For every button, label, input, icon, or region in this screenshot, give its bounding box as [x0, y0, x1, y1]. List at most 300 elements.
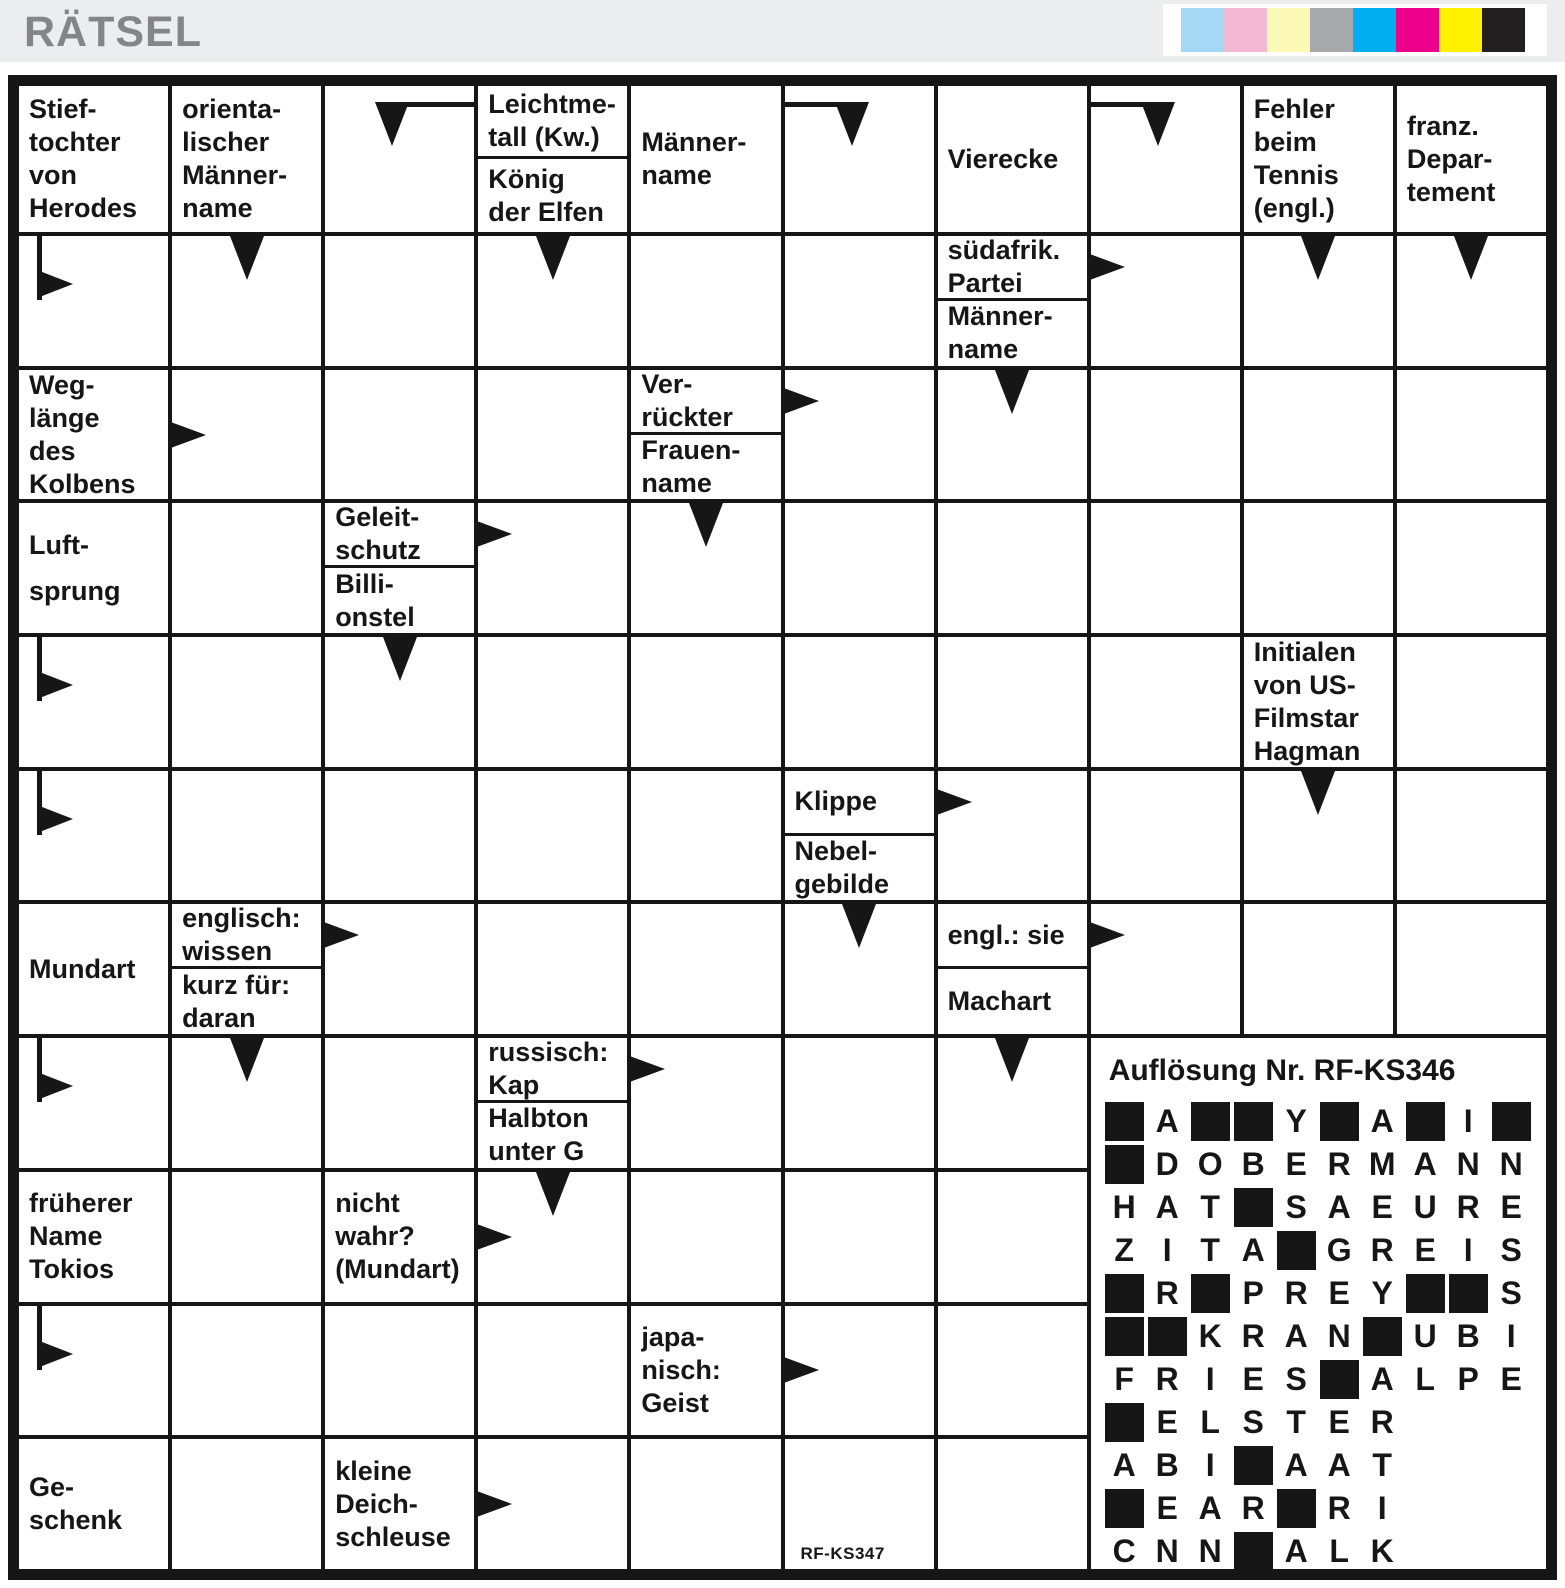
clue-line: des: [29, 435, 76, 466]
solution-letter: N: [1155, 1533, 1179, 1570]
clue-line: früherer: [29, 1188, 133, 1219]
answer-cell[interactable]: [936, 635, 1089, 769]
answer-cell[interactable]: [783, 1170, 936, 1304]
clue-line: Weg-: [29, 369, 95, 400]
clue-line: Herodes: [29, 193, 138, 223]
answer-cell[interactable]: [1089, 501, 1242, 635]
answer-cell[interactable]: [170, 1304, 323, 1438]
flag-right-arrow-icon: [37, 270, 73, 298]
answer-cell[interactable]: [170, 635, 323, 769]
clue-line: name: [182, 193, 253, 223]
answer-cell[interactable]: [323, 368, 476, 502]
answer-cell[interactable]: [936, 1304, 1089, 1438]
solution-block-cell: [1103, 1143, 1146, 1186]
answer-cell[interactable]: [1089, 635, 1242, 769]
clue-half-top: [325, 503, 474, 568]
clue-cell: [17, 501, 170, 635]
clue-line: franz.: [1406, 110, 1479, 141]
solution-block-cell: [1361, 1315, 1404, 1358]
solution-block-cell: [1189, 1272, 1232, 1315]
solution-letter: A: [1198, 1490, 1222, 1527]
solution-block: [1105, 1317, 1144, 1356]
answer-cell[interactable]: [17, 234, 170, 368]
solution-letter: N: [1456, 1146, 1480, 1183]
answer-cell[interactable]: [476, 1304, 629, 1438]
answer-cell[interactable]: [170, 769, 323, 903]
solution-block: [1105, 1489, 1144, 1528]
solution-block-cell: [1232, 1186, 1275, 1229]
solution-block-cell: [1232, 1444, 1275, 1487]
solution-block: [1277, 1231, 1316, 1270]
solution-block-cell: [1318, 1100, 1361, 1143]
arrow-down-icon: [375, 102, 409, 146]
clue-text: [19, 1439, 168, 1569]
solution-letter: F: [1114, 1361, 1134, 1398]
answer-cell[interactable]: [323, 84, 476, 234]
solution-block-cell: [1103, 1315, 1146, 1358]
answer-cell[interactable]: [936, 501, 1089, 635]
answer-cell[interactable]: [783, 234, 936, 368]
solution-letter: A: [1284, 1533, 1308, 1570]
clue-half-bottom: [631, 435, 780, 500]
clue-half-bottom: [172, 969, 321, 1034]
answer-cell[interactable]: [476, 769, 629, 903]
answer-cell[interactable]: [783, 501, 936, 635]
solution-letter: S: [1500, 1275, 1522, 1312]
clue-text: [325, 503, 474, 565]
solution-block: [1406, 1102, 1445, 1141]
color-swatch: [1181, 8, 1224, 52]
answer-cell[interactable]: [629, 902, 782, 1036]
solution-block: [1234, 1188, 1273, 1227]
answer-cell[interactable]: [323, 234, 476, 368]
color-swatch: [1353, 8, 1396, 52]
clue-half-top: [938, 236, 1087, 301]
clue-cell: [17, 1437, 170, 1571]
answer-cell[interactable]: [629, 769, 782, 903]
answer-cell[interactable]: [476, 902, 629, 1036]
clue-line: der Elfen: [488, 196, 604, 227]
solution-block-cell: [1103, 1401, 1146, 1444]
clue-line: (engl.): [1253, 193, 1335, 223]
answer-cell[interactable]: [1395, 769, 1548, 903]
solution-block-cell: [1275, 1229, 1318, 1272]
arrow-right-icon: [781, 1356, 819, 1384]
split-clue-cell: [323, 501, 476, 635]
clue-text: [19, 503, 168, 633]
clue-half-bottom: [785, 836, 934, 901]
clue-line: Männer-: [182, 160, 288, 190]
clue-half-top: [478, 86, 627, 159]
clue-line: länge: [29, 402, 100, 433]
solution-letter: T: [1372, 1447, 1392, 1484]
clue-text: [19, 86, 168, 232]
clue-half-top: [172, 904, 321, 969]
answer-cell[interactable]: [936, 368, 1089, 502]
solution-letter: Y: [1371, 1275, 1393, 1312]
solution-block-cell: [1189, 1100, 1232, 1143]
clue-text: [19, 370, 168, 500]
puzzle-code: RF-KS347: [800, 1543, 885, 1563]
clue-text: [172, 904, 321, 966]
clue-line: name: [641, 467, 712, 498]
solution-letter: T: [1286, 1404, 1306, 1441]
crossword-grid: [8, 75, 1557, 1580]
solution-letter: T: [1200, 1189, 1220, 1226]
arrow-right-icon: [321, 921, 359, 949]
arrow-down-icon: [1141, 102, 1175, 146]
clue-cell: [17, 368, 170, 502]
solution-letter: R: [1241, 1490, 1265, 1527]
answer-cell[interactable]: [936, 1170, 1089, 1304]
color-swatch: [1396, 8, 1439, 52]
solution-letter: I: [1162, 1232, 1172, 1269]
clue-line: beim: [1253, 127, 1317, 157]
answer-cell[interactable]: [783, 1036, 936, 1170]
answer-cell[interactable]: [170, 1437, 323, 1571]
arrow-down-icon: [1301, 771, 1335, 815]
clue-text: [325, 1439, 474, 1569]
clue-line: Halbton: [488, 1103, 589, 1134]
arrow-down-icon: [230, 1038, 264, 1082]
solution-block-cell: [1232, 1530, 1275, 1571]
clue-text: [938, 904, 1087, 966]
answer-cell[interactable]: [170, 501, 323, 635]
clue-line: nisch:: [641, 1354, 721, 1385]
solution-letter: A: [1155, 1103, 1179, 1140]
solution-letter: A: [1370, 1361, 1394, 1398]
clue-line: Initialen: [1253, 636, 1356, 667]
solution-letter: E: [1156, 1490, 1178, 1527]
solution-letter: L: [1200, 1404, 1220, 1441]
clue-half-bottom: [938, 969, 1087, 1034]
clue-line: unter G: [488, 1136, 585, 1167]
clue-text: [19, 904, 168, 1034]
clue-half-bottom: [478, 1103, 627, 1168]
solution-letter: R: [1155, 1361, 1179, 1398]
solution-block-cell: [1232, 1100, 1275, 1143]
answer-cell[interactable]: [1395, 368, 1548, 502]
clue-cell: [1242, 84, 1395, 234]
solution-block: [1234, 1532, 1273, 1571]
clue-line: Fehler: [1253, 94, 1335, 124]
clue-text: [478, 159, 627, 232]
split-clue-cell: [476, 84, 629, 234]
solution-letter: R: [1284, 1275, 1308, 1312]
answer-cell[interactable]: [170, 234, 323, 368]
solution-letter: C: [1112, 1533, 1136, 1570]
flag-right-arrow-icon: [37, 671, 73, 699]
answer-cell[interactable]: [783, 1437, 936, 1571]
arrow-right-icon: [1087, 253, 1125, 281]
clue-line: Kolbens: [29, 468, 136, 499]
clue-text: [172, 86, 321, 232]
clue-line: onstel: [335, 601, 415, 632]
arrow-down-icon: [842, 904, 876, 948]
answer-cell[interactable]: [17, 1304, 170, 1438]
solution-block: [1406, 1274, 1445, 1313]
solution-letter: R: [1456, 1189, 1480, 1226]
clue-line: Machart: [947, 986, 1052, 1017]
answer-cell[interactable]: [783, 635, 936, 769]
solution-letter: E: [1500, 1189, 1522, 1226]
solution-letter: P: [1242, 1275, 1264, 1312]
clue-line: japa-: [641, 1321, 705, 1352]
clue-line: Männer-: [947, 301, 1053, 332]
answer-cell[interactable]: [1242, 902, 1395, 1036]
clue-line: name: [947, 334, 1019, 365]
split-clue-cell: [936, 902, 1089, 1036]
arrow-down-icon: [995, 370, 1029, 414]
solution-letter: U: [1413, 1318, 1437, 1355]
solution-title: Auflösung Nr. RF-KS346: [1108, 1054, 1456, 1088]
split-clue-cell: [936, 234, 1089, 368]
solution-letter: R: [1241, 1318, 1265, 1355]
clue-line: Luft-: [29, 530, 89, 561]
solution-letter: Z: [1114, 1232, 1134, 1269]
solution-letter: E: [1285, 1146, 1307, 1183]
solution-block: [1148, 1317, 1187, 1356]
clue-text: [1397, 86, 1546, 232]
clue-line: tall (Kw.): [488, 122, 600, 152]
solution-block: [1105, 1102, 1144, 1141]
solution-grid: [1103, 1100, 1546, 1571]
solution-letter: I: [1463, 1232, 1473, 1269]
clue-line: kleine: [335, 1455, 412, 1486]
solution-letter: I: [1205, 1447, 1215, 1484]
solution-letter: I: [1377, 1490, 1387, 1527]
clue-line: Filmstar: [1253, 702, 1359, 733]
solution-block: [1492, 1102, 1531, 1141]
split-clue-cell: [783, 769, 936, 903]
answer-cell[interactable]: [323, 769, 476, 903]
arrow-right-icon: [474, 520, 512, 548]
clue-text: [631, 1306, 780, 1436]
solution-letter: H: [1112, 1189, 1136, 1226]
arrow-down-icon: [536, 1172, 570, 1216]
clue-line: name: [641, 160, 712, 190]
answer-cell[interactable]: [323, 1304, 476, 1438]
answer-cell[interactable]: [1242, 368, 1395, 502]
solution-row: [1103, 1530, 1546, 1571]
clue-line: Tokios: [29, 1254, 115, 1285]
arrow-down-icon: [689, 503, 723, 547]
clue-line: König: [488, 163, 565, 194]
clue-line: rückter: [641, 401, 733, 432]
solution-row: [1103, 1229, 1546, 1272]
solution-letter: A: [1284, 1318, 1308, 1355]
clue-line: Kap: [488, 1070, 540, 1101]
answer-cell[interactable]: [17, 1036, 170, 1170]
solution-letter: N: [1499, 1146, 1523, 1183]
answer-cell[interactable]: [170, 1036, 323, 1170]
clue-line: Leichtme-: [488, 89, 616, 119]
answer-cell[interactable]: [1395, 501, 1548, 635]
answer-cell[interactable]: [629, 501, 782, 635]
solution-letter: E: [1371, 1189, 1393, 1226]
solution-letter: D: [1155, 1146, 1179, 1183]
clue-line: Deich-: [335, 1488, 418, 1519]
answer-cell[interactable]: [629, 635, 782, 769]
clue-line: gebilde: [794, 869, 890, 900]
clue-text: [325, 568, 474, 633]
arrow-right-icon: [474, 1223, 512, 1251]
solution-letter: B: [1155, 1447, 1179, 1484]
clue-line: lischer: [182, 127, 270, 157]
solution-letter: I: [1205, 1361, 1215, 1398]
clue-cell: [323, 1170, 476, 1304]
solution-letter: S: [1242, 1404, 1264, 1441]
clue-cell: [1395, 84, 1548, 234]
answer-cell[interactable]: [17, 635, 170, 769]
answer-cell[interactable]: [936, 1437, 1089, 1571]
clue-line: Geist: [641, 1387, 709, 1418]
clue-line: wissen: [182, 936, 273, 967]
clue-line: orienta-: [182, 94, 282, 124]
solution-letter: Y: [1285, 1103, 1307, 1140]
clue-cell: [323, 1437, 476, 1571]
solution-letter: S: [1500, 1232, 1522, 1269]
answer-cell[interactable]: [629, 234, 782, 368]
solution-letter: A: [1112, 1447, 1136, 1484]
clue-text: [631, 370, 780, 432]
solution-letter: S: [1285, 1361, 1307, 1398]
solution-block-cell: [1103, 1272, 1146, 1315]
clue-half-top: [785, 771, 934, 836]
solution-block: [1105, 1145, 1144, 1184]
solution-letter: E: [1500, 1361, 1522, 1398]
solution-letter: A: [1327, 1447, 1351, 1484]
clue-text: [631, 86, 780, 232]
clue-half-top: [631, 370, 780, 435]
answer-cell[interactable]: [1395, 902, 1548, 1036]
answer-cell[interactable]: [323, 635, 476, 769]
answer-cell[interactable]: [783, 902, 936, 1036]
clue-line: von US-: [1253, 669, 1356, 700]
clue-text: [478, 1038, 627, 1100]
solution-letter: A: [1370, 1103, 1394, 1140]
solution-block-cell: [1103, 1100, 1146, 1143]
solution-letter: I: [1463, 1103, 1473, 1140]
solution-letter: L: [1415, 1361, 1435, 1398]
solution-box: [1089, 1036, 1548, 1571]
solution-block-cell: [1490, 1100, 1533, 1143]
solution-block-cell: [1447, 1272, 1490, 1315]
answer-cell[interactable]: [783, 84, 936, 234]
solution-letter: P: [1457, 1361, 1479, 1398]
flag-right-arrow-icon: [37, 805, 73, 833]
answer-cell[interactable]: [476, 368, 629, 502]
solution-block: [1320, 1102, 1359, 1141]
solution-row: [1103, 1444, 1546, 1487]
answer-cell[interactable]: [17, 769, 170, 903]
answer-cell[interactable]: [476, 635, 629, 769]
clue-half-top: [478, 1038, 627, 1103]
clue-line: Depar-: [1406, 143, 1493, 174]
clue-cell: [17, 1170, 170, 1304]
answer-cell[interactable]: [323, 1036, 476, 1170]
clue-line: Ver-: [641, 368, 693, 399]
answer-cell[interactable]: [170, 1170, 323, 1304]
answer-cell[interactable]: [1395, 234, 1548, 368]
clue-half-bottom: [478, 159, 627, 232]
color-swatch: [1439, 8, 1482, 52]
solution-row: [1103, 1100, 1546, 1143]
solution-row: [1103, 1186, 1546, 1229]
solution-block: [1191, 1274, 1230, 1313]
solution-letter: R: [1370, 1404, 1394, 1441]
answer-cell[interactable]: [1242, 501, 1395, 635]
arrow-down-icon: [536, 236, 570, 280]
solution-block-cell: [1318, 1358, 1361, 1401]
clue-text: [478, 1103, 627, 1168]
answer-cell[interactable]: [1242, 234, 1395, 368]
solution-block-cell: [1103, 1487, 1146, 1530]
answer-cell[interactable]: [476, 234, 629, 368]
solution-letter: R: [1327, 1490, 1351, 1527]
color-swatch: [1310, 8, 1353, 52]
solution-letter: K: [1370, 1533, 1394, 1570]
clue-cell: [17, 84, 170, 234]
clue-line: Stief-: [29, 94, 97, 124]
solution-letter: S: [1285, 1189, 1307, 1226]
clue-line: nicht: [335, 1188, 400, 1219]
solution-block: [1320, 1360, 1359, 1399]
arrow-down-icon: [1454, 236, 1488, 280]
solution-letter: R: [1370, 1232, 1394, 1269]
clue-half-top: [938, 904, 1087, 969]
answer-cell[interactable]: [629, 1170, 782, 1304]
clue-cell: [629, 84, 782, 234]
answer-cell[interactable]: [936, 1036, 1089, 1170]
clue-line: Mundart: [29, 953, 136, 984]
clue-line: Hagman: [1253, 735, 1361, 766]
answer-cell[interactable]: [1089, 368, 1242, 502]
answer-cell[interactable]: [629, 1437, 782, 1571]
answer-cell[interactable]: [1089, 84, 1242, 234]
answer-cell[interactable]: [1242, 769, 1395, 903]
solution-letter: A: [1327, 1189, 1351, 1226]
solution-letter: K: [1198, 1318, 1222, 1355]
solution-letter: G: [1326, 1232, 1352, 1269]
color-swatch: [1267, 8, 1310, 52]
page-title: RÄTSEL: [24, 8, 202, 56]
solution-letter: A: [1155, 1189, 1179, 1226]
solution-letter: O: [1197, 1146, 1223, 1183]
solution-letter: I: [1506, 1318, 1516, 1355]
clue-line: russisch:: [488, 1037, 609, 1068]
answer-cell[interactable]: [1395, 635, 1548, 769]
clue-line: wahr?: [335, 1221, 415, 1252]
clue-text: [325, 1172, 474, 1302]
solution-row: [1103, 1487, 1546, 1530]
clue-half-bottom: [325, 568, 474, 633]
arrow-down-icon: [383, 637, 417, 681]
solution-letter: B: [1456, 1318, 1480, 1355]
clue-text: [938, 969, 1087, 1034]
solution-block-cell: [1404, 1272, 1447, 1315]
solution-block: [1234, 1102, 1273, 1141]
print-color-calibration-bar: [1163, 4, 1547, 56]
answer-cell[interactable]: [1089, 769, 1242, 903]
solution-row: [1103, 1272, 1546, 1315]
solution-block-cell: [1275, 1487, 1318, 1530]
clue-line: sprung: [29, 576, 121, 607]
solution-block: [1363, 1317, 1402, 1356]
arrow-right-icon: [474, 1490, 512, 1518]
solution-letter: B: [1241, 1146, 1265, 1183]
clue-cell: [170, 84, 323, 234]
